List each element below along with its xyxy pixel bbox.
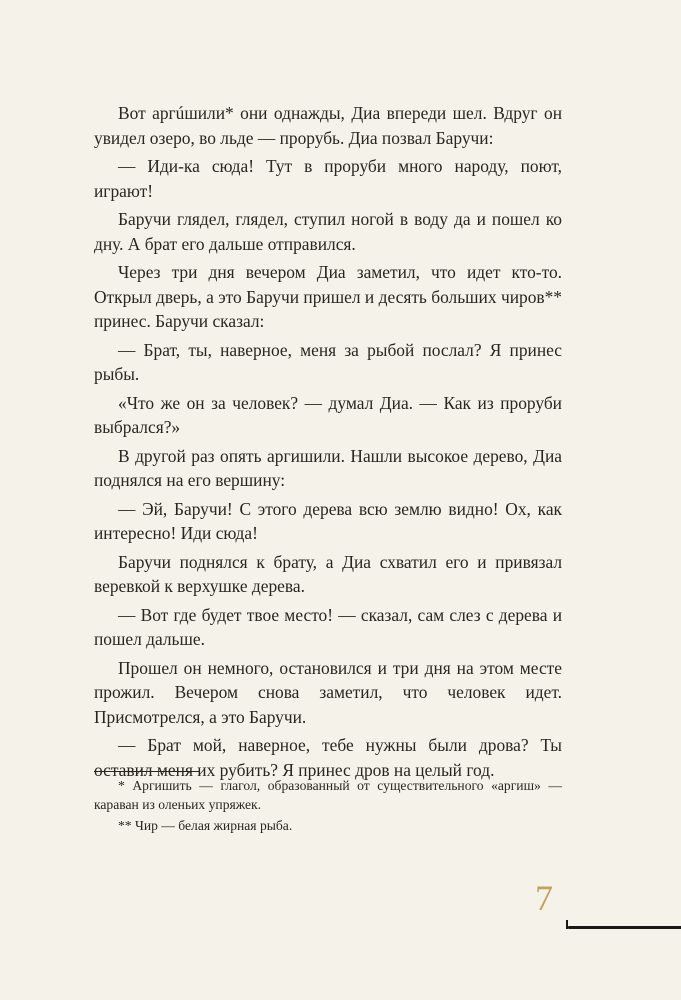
- paragraph-5: — Брат, ты, наверное, меня за рыбой послал? Я принес рыбы.: [94, 339, 562, 384]
- paragraph-1: Вот аргúшили* они однажды, Диа впереди шел. Вдруг он увидел озеро, во льде — прорубь. Диа позвал Баручи:: [94, 103, 562, 148]
- footnote-divider: [94, 771, 200, 772]
- paragraph-8: — Эй, Баручи! С этого дерева всю землю видно! Ох, как интересно! Иди сюда!: [94, 498, 562, 543]
- paragraph-2: — Иди-ка сюда! Тут в проруби много народу, поют, играют!: [94, 156, 562, 201]
- paragraph-7: В другой раз опять аргишили. Нашли высокое дерево, Диа поднялся на его вершину:: [94, 445, 562, 490]
- page-number-rule: [568, 926, 681, 929]
- footnote-2: ** Чир — белая жирная рыба.: [118, 818, 293, 833]
- paragraph-12: — Брат мой, наверное, тебе нужны были дрова? Ты оставил меня их рубить? Я принес дров на целый год.: [94, 735, 562, 780]
- paragraph-4: Через три дня вечером Диа заметил, что идет кто-то. Открыл дверь, а это Баручи пришел и десять больших чиров** принес. Баручи сказал:: [94, 262, 562, 331]
- paragraph-11: Прошел он немного, остановился и три дня на этом месте прожил. Вечером снова заметил, что человек идет. Присмотрелся, а это Баручи.: [94, 657, 562, 727]
- footnote-1: * Аргишить — глагол, образованный от существительного «аргиш» — караван из оленьих упряжек.: [94, 778, 562, 812]
- paragraph-9: Баручи поднялся к брату, а Диа схватил его и привязал веревкой к верхушке дерева.: [94, 551, 562, 596]
- paragraph-3: Баручи глядел, глядел, ступил ногой в воду да и пошел ко дну. А брат его дальше отправился.: [94, 209, 562, 254]
- main-text: [94, 101, 562, 786]
- paragraph-10: — Вот где будет твое место! — сказал, сам слез с дерева и пошел дальше.: [94, 604, 562, 649]
- footnotes: [94, 776, 562, 837]
- page-number: 7: [535, 878, 553, 918]
- paragraph-6: «Что же он за человек? — думал Диа. — Как из проруби выбрался?»: [94, 392, 562, 437]
